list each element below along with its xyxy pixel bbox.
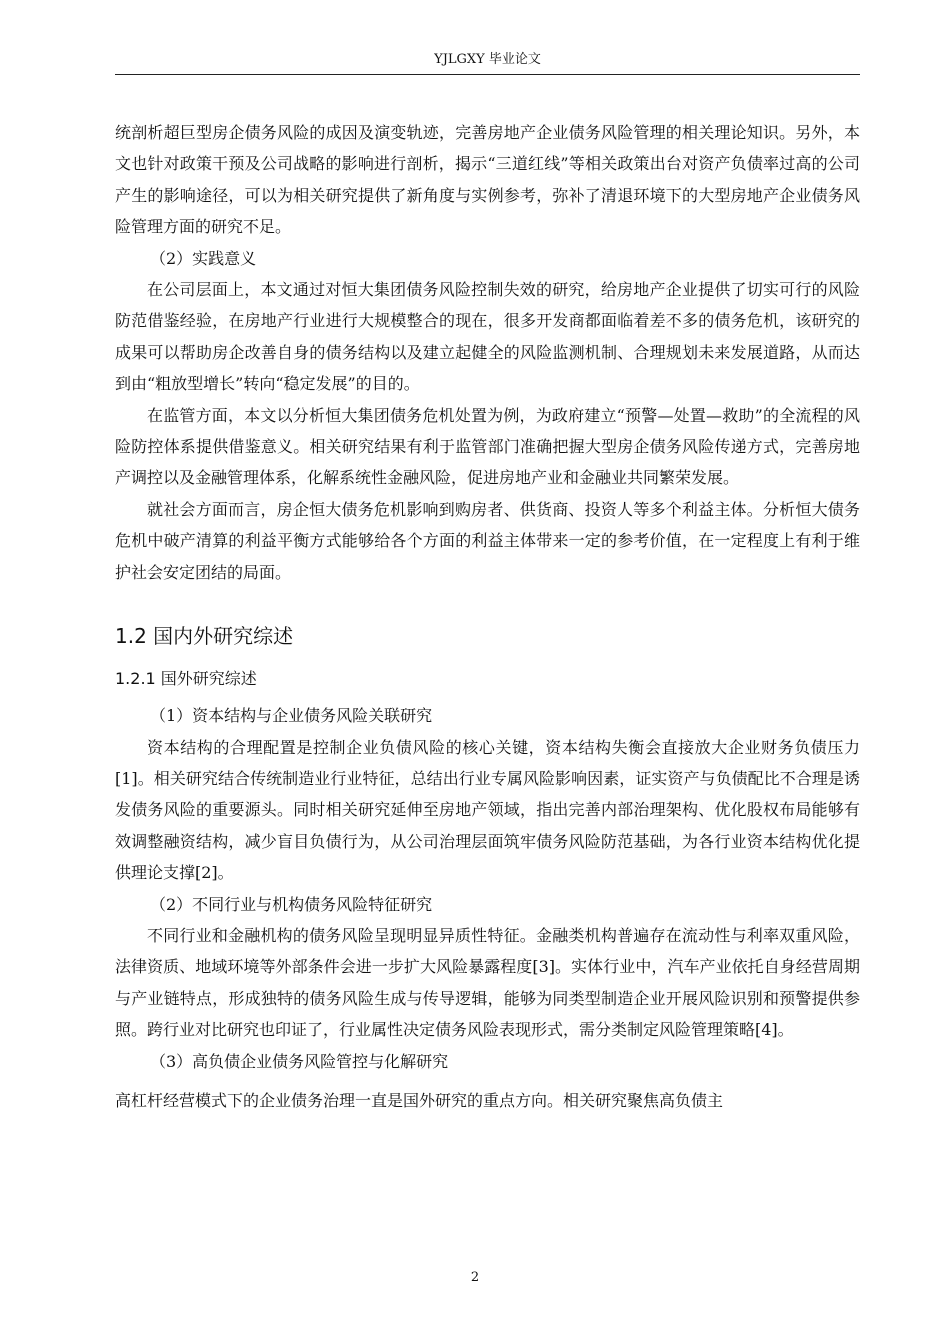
paragraph-capital-structure: 资本结构的合理配置是控制企业负债风险的核心关键，资本结构失衡会直接放大企业财务负债压力[1]。相关研究结合传统制造业行业特征，总结出行业专属风险影响因素，证实资产与负债配比不合理是诱发债务风险的重要源头。同时相关研究延伸至房地产领域，指出完善内部治理架构、优化股权布局能够有效调整融资结构，减少盲目负债行为，从公司治理层面筑牢债务风险防范基础，为各行业资本结构优化提供理论支撑[2]。	[115, 737, 860, 883]
subheading-industry-differences: （2）不同行业与机构债务风险特征研究	[150, 894, 433, 914]
paragraph-theory-continued: 统剖析超巨型房企债务风险的成因及演变轨迹，完善房地产企业债务风险管理的相关理论知识。另外，本文也针对政策干预及公司战略的影响进行剖析，揭示“三道红线”等相关政策出台对资产负债率过高的公司产生的影响途径，可以为相关研究提供了新角度与实例参考，弥补了清退环境下的大型房地产企业债务风险管理方面的研究不足。	[115, 123, 860, 237]
document-body	[115, 117, 860, 1116]
page-header	[115, 52, 860, 75]
paragraph-social: 就社会方面而言，房企恒大债务危机影响到购房者、供货商、投资人等多个利益主体。分析恒大债务危机中破产清算的利益平衡方式能够给各个方面的利益主体带来一定的参考价值，在一定程度上有利于维护社会安定团结的局面。	[115, 499, 860, 582]
subsection-heading-foreign-review: 1.2.1 国外研究综述	[115, 669, 257, 689]
subheading-high-debt-control: （3）高负债企业债务风险管控与化解研究	[150, 1051, 449, 1071]
page-number: 2	[470, 1270, 480, 1285]
paragraph-high-leverage: 高杠杆经营模式下的企业债务治理一直是国外研究的重点方向。相关研究聚焦高负债主	[115, 1090, 724, 1110]
paragraph-company-level: 在公司层面上，本文通过对恒大集团债务风险控制失效的研究，给房地产企业提供了切实可行的风险防范借鉴经验，在房地产行业进行大规模整合的现在，很多开发商都面临着差不多的债务危机，该研究的成果可以帮助房企改善自身的债务结构以及建立起健全的风险监测机制、合理规划未来发展道路，从而达到由“粗放型增长”转向“稳定发展”的目的。	[115, 280, 860, 394]
header-title: YJLGXY 毕业论文	[434, 52, 541, 67]
paragraph-regulatory: 在监管方面，本文以分析恒大集团债务危机处置为例，为政府建立“预警—处置—救助”的全流程的风险防控体系提供借鉴意义。相关研究结果有利于监管部门准确把握大型房企债务风险传递方式，完善房地产调控以及金融管理体系，化解系统性金融风险，促进房地产业和金融业共同繁荣发展。	[115, 405, 860, 488]
subheading-practical-significance: （2）实践意义	[150, 248, 257, 268]
paragraph-industry-differences: 不同行业和金融机构的债务风险呈现明显异质性特征。金融类机构普遍存在流动性与利率双重风险，法律资质、地域环境等外部条件会进一步扩大风险暴露程度[3]。实体行业中，汽车产业依托自身经营周期与产业链特点，形成独特的债务风险生成与传导逻辑，能够为同类型制造企业开展风险识别和预警提供参照。跨行业对比研究也印证了，行业属性决定债务风险表现形式，需分类制定风险管理策略[4]。	[115, 925, 860, 1040]
section-heading-literature-review: 1.2 国内外研究综述	[115, 624, 294, 649]
subheading-capital-structure: （1）资本结构与企业债务风险关联研究	[150, 706, 433, 726]
